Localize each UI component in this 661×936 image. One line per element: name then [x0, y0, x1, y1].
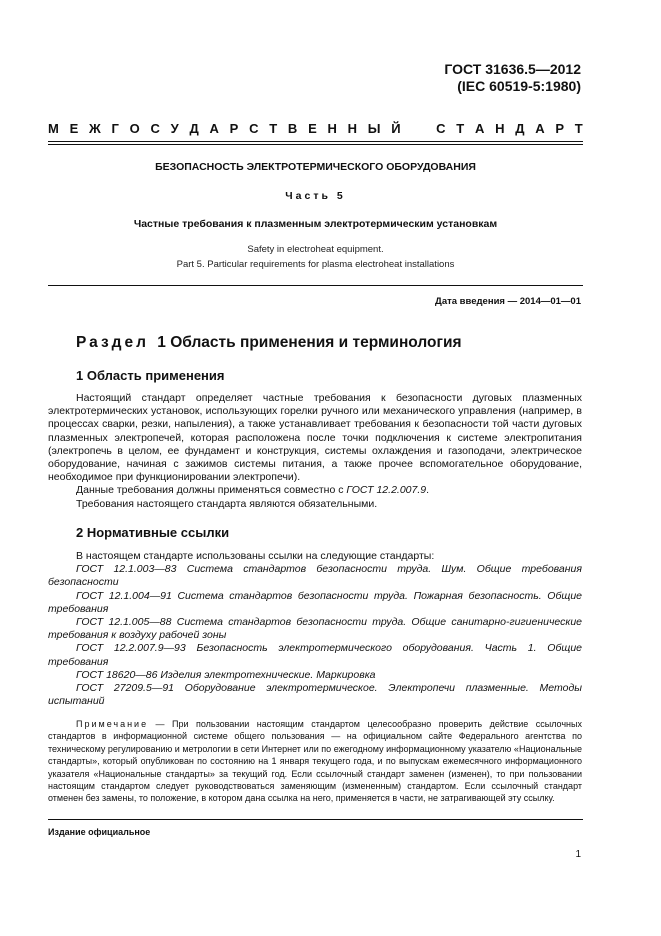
banner-letter: Т: [574, 121, 583, 136]
reference-item: ГОСТ 27209.5—91 Оборудование электротермическое. Электропечи плазменные. Методы испытаний: [48, 682, 582, 708]
scope-p2-end: .: [426, 484, 430, 497]
standard-number-block: [444, 61, 581, 95]
banner-letter: Р: [555, 121, 565, 136]
english-title-line1: Safety in electroheat equipment.: [247, 244, 384, 255]
banner-letter: В: [287, 121, 298, 136]
banner-letter: [411, 121, 425, 136]
document-subtitle: Частные требования к плазменным электротермическим установкам: [133, 218, 498, 230]
section-heading: [76, 334, 462, 352]
banner-letter: Н: [347, 121, 358, 136]
standard-number: ГОСТ 31636.5—2012: [444, 61, 581, 77]
banner-letter: Н: [327, 121, 337, 136]
section-word: Раздел: [76, 334, 149, 351]
reference-list: [48, 563, 582, 708]
banner-letter: Т: [456, 121, 465, 136]
banner-letter: Н: [495, 121, 505, 136]
banner-letter: Т: [269, 121, 278, 136]
banner-letter: Д: [189, 121, 199, 136]
title-rule: [48, 285, 583, 286]
banner-letter: Ы: [367, 121, 381, 136]
scope-body: [48, 392, 582, 511]
banner-letter: А: [209, 121, 219, 136]
scope-heading: 1 Область применения: [76, 368, 225, 383]
reference-item: ГОСТ 18620—86 Изделия электротехнические. Маркировка: [76, 668, 376, 681]
references-body: [48, 550, 582, 708]
note-label: Примечание: [76, 719, 149, 729]
references-heading: 2 Нормативные ссылки: [76, 525, 230, 540]
banner-letter: Й: [391, 121, 401, 136]
introduction-date: Дата введения — 2014—01—01: [435, 296, 581, 307]
banner-letter: Г: [111, 121, 119, 136]
reference-item: ГОСТ 12.1.003—83 Система стандартов безопасности труда. Шум. Общие требования безопасности: [48, 563, 582, 589]
iec-number: (IEC 60519-5:1980): [457, 78, 581, 94]
note-text: — При пользовании настоящим стандартом целесообразно проверить действие ссылочных стандартов в информационной системе общего пользования — на официальном сайте Федерального агентства по техническому регулированию и метрологии в сети Интернет или по ежегодному информационному указателю «Национальные стандарты», который опубликован по состоянию на 1 января текущего года, и по выпускам ежемесячного информационного указателя «Национальные стандарты» за текущий год. Если ссылочный стандарт заменен (изменен), то при пользовании настоящим стандартом следует руководствоваться заменяющим (измененным) стандартом. Если ссылочный стандарт отменен без замены, то положение, в котором дана ссылка на него, применяется в части, не затрагивающей эту ссылку.: [48, 719, 582, 804]
banner-letter: С: [436, 121, 446, 136]
banner-rule-bottom: [48, 144, 583, 145]
banner-letter: Д: [515, 121, 525, 136]
banner-letter: М: [48, 121, 59, 136]
scope-p2-reference: ГОСТ 12.2.007.9: [346, 484, 427, 497]
banner-letter: У: [170, 121, 179, 136]
banner-letter: Е: [69, 121, 79, 136]
banner-letter: А: [535, 121, 545, 136]
reference-item: ГОСТ 12.2.007.9—93 Безопасность электротермического оборудования. Часть 1. Общие требования: [48, 642, 582, 668]
footer-rule: [48, 819, 583, 820]
page-number: 1: [575, 849, 581, 860]
section-number: 1: [157, 334, 166, 351]
reference-item: ГОСТ 12.1.005—88 Система стандартов безопасности труда. Общие санитарно-гигиенические требования к воздуху рабочей зоны: [48, 616, 582, 642]
english-title-line2: Part 5. Particular requirements for plasma electroheat installations: [176, 259, 455, 270]
scope-paragraph-1: Настоящий стандарт определяет частные требования к безопасности дуговых плазменных электротермических установок, использующих горелки ручного или механического управления (например, в процессах сварки, резки, напыления), а также устанавливает требования к безопасности той части дуговых плазменных электропечей, которая расположена после точки подключения к системе электропитания (электропечь в целом, ее фундамент и конструкция, системы охлаждения и газоподачи, электрическое оборудование, начиная с зажимов системы питания, а также прочее вспомогательное оборудование, необходимое при функционировании электропечи).: [48, 392, 582, 484]
part-label: Часть 5: [285, 190, 346, 202]
banner-letter: А: [474, 121, 485, 136]
banner-letter: Е: [308, 121, 317, 136]
document-title: БЕЗОПАСНОСТЬ ЭЛЕКТРОТЕРМИЧЕСКОГО ОБОРУДОВАНИЯ: [155, 161, 476, 173]
banner-rule-top: [48, 141, 583, 142]
banner-letter: О: [129, 121, 140, 136]
banner-letter: С: [150, 121, 160, 136]
scope-paragraph-2: [48, 484, 582, 497]
note-paragraph: [48, 718, 582, 805]
banner-letter: Р: [229, 121, 239, 136]
reference-item: ГОСТ 12.1.004—91 Система стандартов безопасности труда. Пожарная безопасность. Общие требования: [48, 589, 582, 615]
interstate-standard-banner: [48, 121, 583, 136]
banner-letter: Ж: [89, 121, 101, 136]
section-title: Область применения и терминология: [170, 334, 462, 351]
scope-p2-text: Данные требования должны применяться совместно с: [76, 484, 347, 497]
references-intro: В настоящем стандарте использованы ссылки на следующие стандарты:: [76, 550, 435, 562]
banner-letter: С: [249, 121, 259, 136]
edition-label: Издание официальное: [48, 827, 151, 837]
scope-paragraph-3: Требования настоящего стандарта являются обязательными.: [76, 497, 378, 510]
